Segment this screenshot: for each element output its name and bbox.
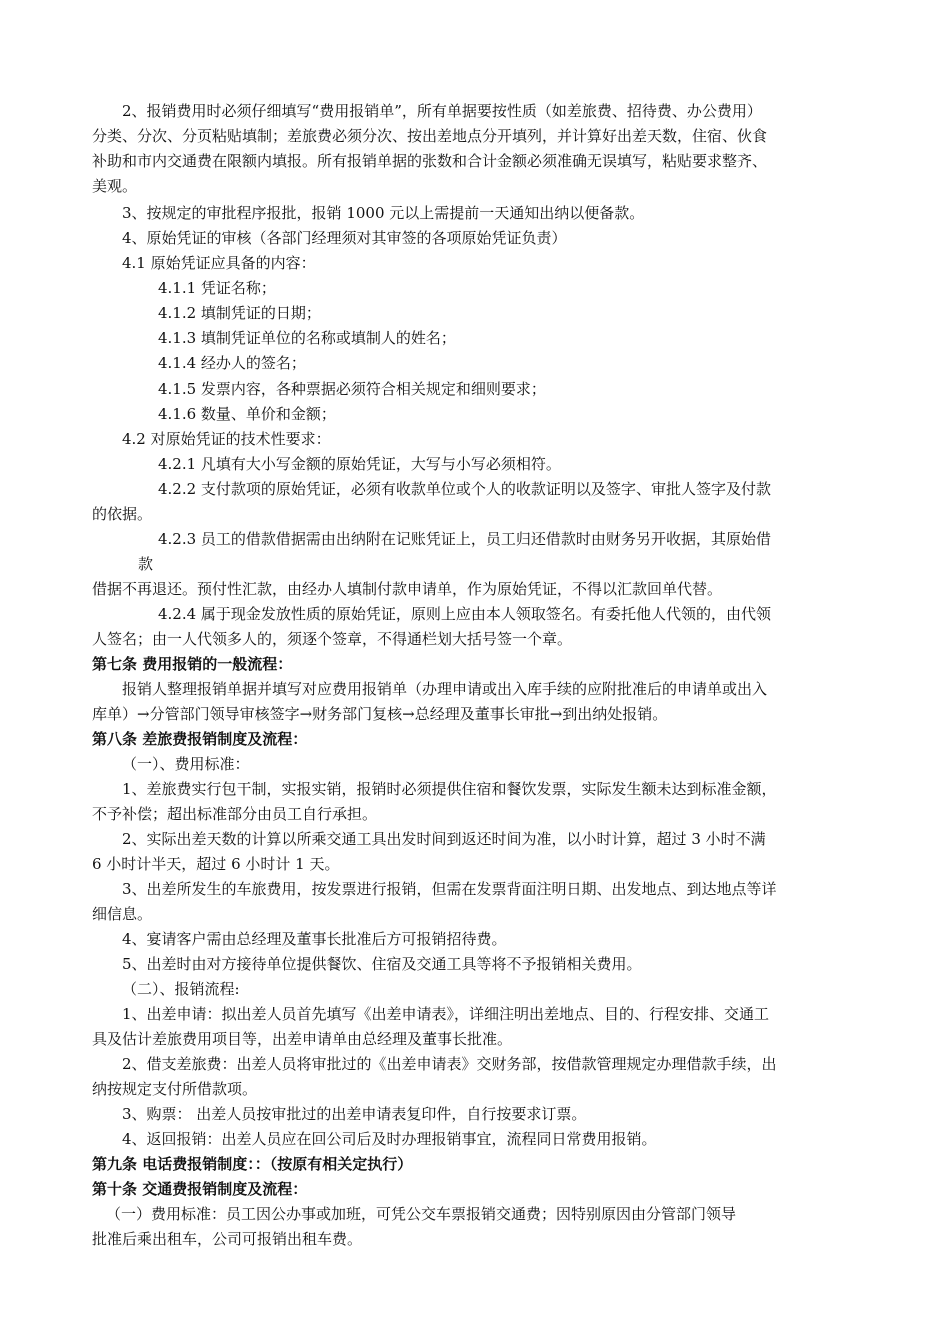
text-line: 4.2.2 支付款项的原始凭证，必须有收款单位或个人的收款证明以及签字、审批人签字及付款 xyxy=(158,480,771,498)
text-line: 报销人整理报销单据并填写对应费用报销单（办理申请或出入库手续的应附批准后的申请单或出入 xyxy=(122,680,768,698)
text-line: 4.1.1 凭证名称； xyxy=(158,279,276,297)
text-line: 3、按规定的审批程序报批，报销 1000 元以上需提前一天通知出纳以便备款。 xyxy=(122,204,645,222)
text-line: 的依据。 xyxy=(92,505,153,523)
text-line: 4、原始凭证的审核（各部门经理须对其审签的各项原始凭证负责） xyxy=(122,229,567,247)
section-heading: 第八条 差旅费报销制度及流程： xyxy=(92,730,308,748)
text-line: 4.2.1 凡填有大小写金额的原始凭证，大写与小写必须相符。 xyxy=(158,455,561,473)
text-line: 4、返回报销：出差人员应在回公司后及时办理报销事宜，流程同日常费用报销。 xyxy=(122,1130,657,1148)
text-line: 2、报销费用时必须仔细填写“费用报销单”，所有单据要按性质（如差旅费、招待费、办公费用） xyxy=(122,102,762,120)
text-line: 款 xyxy=(138,555,154,573)
text-line: 4.1.5 发票内容，各种票据必须符合相关规定和细则要求； xyxy=(158,380,546,398)
section-heading: 第九条 电话费报销制度：：（按原有相关定执行） xyxy=(92,1155,413,1173)
text-line: 1、出差申请：拟出差人员首先填写《出差申请表》，详细注明出差地点、目的、行程安排、交通工 xyxy=(122,1005,770,1023)
text-line: 4.1 原始凭证应具备的内容： xyxy=(122,254,316,272)
text-line: 4.1.2 填制凭证的日期； xyxy=(158,304,321,322)
text-line: 不予补偿；超出标准部分由员工自行承担。 xyxy=(92,805,378,823)
text-line: 批准后乘出租车，公司可报销出租车费。 xyxy=(92,1230,363,1248)
text-line: 3、购票： 出差人员按审批过的出差申请表复印件，自行按要求订票。 xyxy=(122,1105,587,1123)
text-line: 6 小时计半天，超过 6 小时计 1 天。 xyxy=(92,855,340,873)
text-line: 纳按规定支付所借款项。 xyxy=(92,1080,258,1098)
text-line: 人签名；由一人代领多人的，须逐个签章，不得通栏划大括号签一个章。 xyxy=(92,630,573,648)
text-line: 补助和市内交通费在限额内填报。所有报销单据的张数和合计金额必须准确无误填写，粘贴要求整齐、 xyxy=(92,152,768,170)
text-line: 4、宴请客户需由总经理及董事长批准后方可报销招待费。 xyxy=(122,930,507,948)
text-line: 库单）→分管部门领导审核签字→财务部门复核→总经理及董事长审批→到出纳处报销。 xyxy=(92,705,668,723)
text-line: 5、出差时由对方接待单位提供餐饮、住宿及交通工具等将不予报销相关费用。 xyxy=(122,955,642,973)
text-line: 4.1.6 数量、单价和金额； xyxy=(158,405,336,423)
text-line: 4.2.3 员工的借款借据需由出纳附在记账凭证上，员工归还借款时由财务另开收据，其原始借 xyxy=(158,530,771,548)
text-line: 4.2.4 属于现金发放性质的原始凭证，原则上应由本人领取签名。有委托他人代领的，由代领 xyxy=(158,605,771,623)
text-line: 4.2 对原始凭证的技术性要求： xyxy=(122,430,331,448)
section-heading: 第十条 交通费报销制度及流程： xyxy=(92,1180,308,1198)
text-line: 2、实际出差天数的计算以所乘交通工具出发时间到返还时间为准，以小时计算，超过 3 小时不满 xyxy=(122,830,766,848)
text-line: 2、借支差旅费：出差人员将审批过的《出差申请表》交财务部，按借款管理规定办理借款手续，出 xyxy=(122,1055,777,1073)
text-line: 具及估计差旅费用项目等，出差申请单由总经理及董事长批准。 xyxy=(92,1030,513,1048)
section-heading: 第七条 费用报销的一般流程： xyxy=(92,655,293,673)
text-line: 借据不再退还。预付性汇款，由经办人填制付款申请单，作为原始凭证，不得以汇款回单代替。 xyxy=(92,580,723,598)
text-line: 分类、分次、分页粘贴填制；差旅费必须分次、按出差地点分开填列，并计算好出差天数，住宿、伙食 xyxy=(92,127,768,145)
text-line: （二）、报销流程: xyxy=(122,980,240,998)
text-line: 4.1.3 填制凭证单位的名称或填制人的姓名； xyxy=(158,329,456,347)
text-line: 1、差旅费实行包干制，实报实销，报销时必须提供住宿和餐饮发票，实际发生额未达到标准金额， xyxy=(122,780,777,798)
text-line: （一）费用标准：员工因公办事或加班，可凭公交车票报销交通费；因特别原因由分管部门领导 xyxy=(106,1205,737,1223)
text-line: 美观。 xyxy=(92,177,138,195)
text-line: 细信息。 xyxy=(92,905,153,923)
text-line: 3、出差所发生的车旅费用，按发票进行报销，但需在发票背面注明日期、出发地点、到达地点等详 xyxy=(122,880,777,898)
text-line: （一）、费用标准： xyxy=(122,755,250,773)
text-line: 4.1.4 经办人的签名； xyxy=(158,354,306,372)
